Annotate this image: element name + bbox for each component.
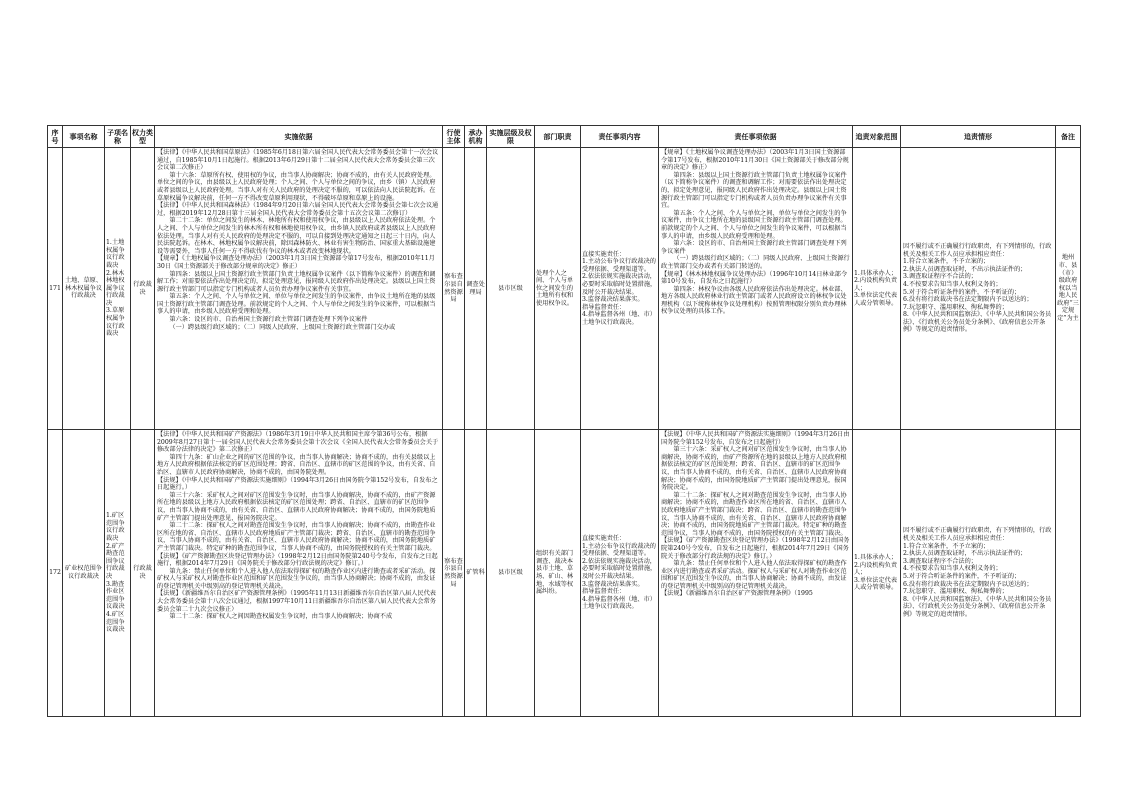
sub-item-cell: 1.矿区范围争议行政裁决 2.矿产勘查范围争议行政裁决 3.勘查作业区范围争议裁决 4.矿区范围争议裁决 [105, 430, 131, 717]
basis-paragraph: 【法规】《矿产资源勘查区块登记管理办法》（1998年2月12日由国务院第240号令发布，自发布之日起施行，根据2014年7月29日《国务院关于修改部分行政法规的决定》修订。） [157, 552, 438, 568]
scope-cell: 1.具体承办人； 2.内设机构负责人； 3.单位法定代表人或分管领导。 [853, 148, 901, 430]
basis-paragraph: （一）跨县级行政区域的；（二）同级人民政府、上级国土资源行政主管部门交办或 [169, 323, 396, 331]
case-item: 6.没有将行政裁决书在法定期限内予以送达的； [903, 580, 1033, 588]
basis-paragraph: 【法规】《新疆维吾尔自治区矿产资源管理条例》（1995年11月13日新疆维吾尔自治区第八届人民代表大会常务委员会第十八次会议通过，根据1997年10月11日新疆维吾尔自治区第八届人民代表大会常务委员会第二十九次会议修正） [157, 590, 436, 613]
resp-basis-cell [659, 430, 853, 717]
basis-cell [155, 430, 443, 717]
header-cell: 行使主体 [443, 126, 465, 148]
header-cell: 子项名称 [105, 126, 131, 148]
resp-basis-paragraph: 第四条：林权争议由各级人民政府依法作出处理决定。林业部、地方各级人民政府林业行政主管部门或者人民政府设立的林权争议处理机构（以下统称林权争议处理机构）按照管理权限分别负责办理林权争议处理的具体工作。 [661, 285, 847, 316]
basis-paragraph: 第二十二条：单位之间发生的林木、林地所有权和使用权争议，由县级以上人民政府依法处理。个人之间、个人与单位之间发生的林木所有权和林地使用权争议，由乡镇人民政府或者县级以上人民政府依法处理。当事人对有关人民政府的处理决定不服的，可以自接到处理决定通知之日起三十日内，向人民法院起诉。在林木、林地权属争议解决前，除因森林防火、林业有害生物防治、国家重大基础设施建设等需要外，当事人任何一方不得砍伐有争议的林木或者改变林地现状。 [157, 217, 436, 255]
basis-paragraph: 第四十九条：矿山企业之间的矿区范围的争议，由当事人协商解决；协商不成的，由有关县级以上地方人民政府根据依法核定的矿区范围处理；跨省、自治区、直辖市的矿区范围的争议，由有关省、自治区、直辖市人民政府协商解决，协商不成的，由国务院处理。 [157, 453, 436, 476]
case-item: 1.符合立案条件，不予立案的； [903, 542, 990, 550]
resp-basis-paragraph: （一）跨县级行政区域的；（二）同级人民政府、上级国土资源行政主管部门交办或者有关部门转送的。 [661, 255, 850, 270]
basis-paragraph: 【规章】《土地权属争议调查处理办法》（2003年1月3日国土资源部令第17号发布，根据2010年11月30日《国土资源部关于修改部分规章的决定》修正） [157, 255, 435, 270]
case-item: 3.调查取证程序不合法的； [903, 273, 977, 281]
case-item: 7.玩忽职守、滥用职权、徇私舞弊的； [903, 303, 1008, 311]
header-cell: 权力类型 [131, 126, 155, 148]
header-cell: 实施依据 [155, 126, 443, 148]
basis-paragraph: 第五条：个人之间、个人与单位之间、单位与单位之间发生的争议案件，由争议土地所在地的县级国土资源行政主管部门调查处理。前款规定的个人之间、个人与单位之间发生的争议案件，可以根据当事人的申请，由乡级人民政府受理和处理。 [157, 293, 436, 316]
level-cell: 县市区级 [487, 430, 535, 717]
resp-basis-paragraph: 【规章】《土地权属争议调查处理办法》（2003年1月3日国土资源部令第17号发布，根据2010年11月30日《国土资源部关于修改部分规章的决定》修正） [661, 149, 849, 172]
resp-basis-paragraph: 【法规】《矿产资源勘查区块登记管理办法》（1998年2月12日由国务院第240号令发布，自发布之日起施行，根据2014年7月29日《国务院关于修改部分行政法规的决定》修订。） [661, 537, 850, 560]
case-item: 6.没有将行政裁决书在法定期限内予以送达的； [903, 296, 1033, 304]
content-cell: 直接实施责任： 1.主动公布争议行政裁决的受理依据、受理渠道等。 2.依法依规实施裁决活动，必要时采取临时处置措施，及时公开裁决结果。 3.监督裁决结果落实。 指导监督责任： 4.指导监督各州（地、市）土地争议行政裁决。 [581, 148, 659, 430]
item-name-cell: 土地、草原、林木权属争议行政裁决 [63, 148, 105, 430]
level-cell: 县市区级 [487, 148, 535, 430]
case-item: 4.不按要求告知当事人权利义务的； [903, 565, 1002, 573]
power-type-cell: 行政裁决 [131, 430, 155, 717]
power-list-table [47, 125, 1081, 717]
basis-paragraph: 第三十六条：采矿权人之间对矿区范围发生争议时，由当事人协商解决，协商不成的，由矿产资源所在地的县级以上地方人民政府根据依法核定的矿区范围处理；跨省、自治区、直辖市的矿区范围争议，由当事人协商不成的，由有关省、自治区、直辖市人民政府协商解决；协商不成的，由国务院地质矿产主管部门提出处理意见，报国务院决定。 [157, 491, 436, 522]
case-item: 因不履行或不正确履行行政职责，有下列情形的，行政机关及相关工作人员应承担相应责任： [903, 527, 1052, 543]
case-item: 2.执法人员调查取证时，不出示执法证件的； [903, 265, 1027, 273]
case-item: 4.不按要求告知当事人权利义务的； [903, 280, 1002, 288]
subject-cell: 察布查尔县自然资源局 [443, 148, 465, 430]
header-cell: 事项名称 [63, 126, 105, 148]
org-cell: 调查处理局 [465, 148, 487, 430]
header-cell: 承办机构 [465, 126, 487, 148]
sub-item-cell: 1.土地权属争议行政裁决 2.林木林地权属争议行政裁决 3.草原权属争议行政裁决 [105, 148, 131, 430]
table-row [48, 148, 1081, 430]
case-item: 8.《中华人民共和国监察法》、《中华人民共和国公务员法》、《行政机关公务员处分条例》、《政府信息公开条例》等规定的追责情形。 [903, 595, 1052, 618]
resp-basis-paragraph: 【法规】《新疆维吾尔自治区矿产资源管理条例》（1995 [661, 590, 813, 598]
basis-paragraph: 第十六条：草原所有权、使用权的争议，由当事人协商解决；协商不成的，由有关人民政府处理。单位之间的争议，由县级以上人民政府处理；个人之间、个人与单位之间的争议，由乡（镇）人民政府或者县级以上人民政府处理。当事人对有关人民政府的处理决定不服的，可以依法向人民法院起诉。在草原权属争议解决前，任何一方不得改变草原利用现状，不得破坏草原和草原上的设施。 [157, 171, 436, 202]
case-item: 1.符合立案条件，不予立案的； [903, 258, 990, 266]
header-cell: 追责情形 [901, 126, 1056, 148]
resp-basis-paragraph: 第六条：设区的市、自治州国土资源行政主管部门调查处理下列争议案件 [661, 240, 847, 255]
cases-cell [901, 430, 1056, 717]
resp-basis-paragraph: 第四条：县级以上国土资源行政主管部门负责土地权属争议案件（以下简称争议案件）的调查和调解工作；对需要依法作出处理决定的，拟定处理意见，报同级人民政府作出处理决定。县级以上国土资源行政主管部门可以指定专门机构或者人员负责办理争议案件有关事宜。 [661, 171, 847, 210]
header-cell: 责任事项内容 [581, 126, 659, 148]
note-cell [1056, 430, 1081, 717]
duty-cell: 组织有关部门调查、裁决本县市土地、草场、矿山、林地、水域等权属纠纷。 [535, 430, 581, 717]
seq-cell: 172 [48, 430, 63, 717]
basis-paragraph: 第二十二条：探矿权人之间因勘查权属发生争议时，由当事人协商解决；协商不成 [169, 613, 393, 621]
header-cell: 追责对象范围 [853, 126, 901, 148]
header-cell: 实施层级及权限 [487, 126, 535, 148]
resp-basis-cell [659, 148, 853, 430]
case-item: 5.对于符合听证条件的案件，不予听证的； [903, 288, 1021, 296]
basis-cell [155, 148, 443, 430]
case-item: 3.调查取证程序不合法的； [903, 557, 977, 565]
basis-paragraph: 【法律】《中华人民共和国矿产资源法》（1986年3月19日中华人民共和国主席令第36号公布，根据2009年8月27日第十一届全国人民代表大会常务委员会第十次会议《全国人民代表大会常务委员会关于修改部分法律的决定》第二次修正） [157, 431, 439, 454]
power-type-cell: 行政裁决 [131, 148, 155, 430]
case-item: 2.执法人员调查取证时，不出示执法证件的； [903, 550, 1027, 558]
content-cell: 直接实施责任： 1.主动公布争议行政裁决的受理依据、受理渠道等。 2.依法依规实施裁决活动，必要时采取临时处置措施，及时公开裁决结果。 3.监督裁决结果落实。 指导监督责任： 4.指导监督各州（地、市）土地争议行政裁决。 [581, 430, 659, 717]
case-item: 8.《中华人民共和国监察法》、《中华人民共和国公务员法》、《行政机关公务员处分条例》、《政府信息公开条例》等规定的追责情形。 [903, 311, 1052, 334]
seq-cell: 171 [48, 148, 63, 430]
header-cell: 部门职责 [535, 126, 581, 148]
basis-paragraph: 【法律】《中华人民共和国森林法》（1984年9月20日第六届全国人民代表大会常务委员会第七次会议通过，根据2019年12月28日第十三届全国人民代表大会常务委员会第十五次会议第二次修订） [157, 202, 439, 217]
org-cell: 矿管科 [465, 430, 487, 717]
note-cell: 地州市、县（市）级政府权以当地人民政府“三定规定”为主 [1056, 148, 1081, 430]
resp-basis-paragraph: 【规章】《林木林地权属争议处理办法》（1996年10月14日林业部令第10号发布，自发布之日起施行） [661, 270, 848, 286]
item-name-cell: 矿业权范围争议行政裁决 [63, 430, 105, 717]
header-cell: 备注 [1056, 126, 1081, 148]
header-cell: 序号 [48, 126, 63, 148]
resp-basis-paragraph: 第二十二条：探矿权人之间对勘查范围发生争议时，由当事人协商解决；协商不成的，由勘查作业区所在地的省、自治区、直辖市人民政府地质矿产主管部门裁决；跨省、自治区、直辖市的勘查范围争议，当事人协商不成的，由有关省、自治区、直辖市人民政府协商解决；协商不成的，由国务院地质矿产主管部门裁决。特定矿种的勘查范围争议，当事人协商不成的，由国务院授权的有关主管部门裁决。 [661, 491, 847, 537]
basis-paragraph: 第九条：禁止任何单位和个人进入他人依法取得探矿权的勘查作业区内进行勘查或者采矿活动。探矿权人与采矿权人对勘查作业区范围和矿区范围发生争议的，由当事人协商解决；协商不成的，由发证的登记管理机关中级别高的登记管理机关裁决。 [157, 567, 436, 590]
basis-paragraph: 【法规】《中华人民共和国矿产资源法实施细则》（1994年3月26日由国务院令第152号发布，自发布之日起施行。） [157, 476, 438, 492]
resp-basis-paragraph: 第五条：个人之间、个人与单位之间、单位与单位之间发生的争议案件，由争议土地所在地的县级国土资源行政主管部门调查处理。前款规定的个人之间、个人与单位之间发生的争议案件，可以根据当事人的申请，由乡级人民政府受理和处理。 [661, 209, 847, 240]
header-cell: 责任事项依据 [659, 126, 853, 148]
case-item: 5.对于符合听证条件的案件，不予听证的； [903, 573, 1021, 580]
basis-paragraph: 第六条：设区的市、自治州国土资源行政主管部门调查处理下列争议案件 [169, 316, 368, 324]
case-item: 7.玩忽职守、滥用职权、徇私舞弊的； [903, 588, 1008, 596]
resp-basis-paragraph: 第三十六条：采矿权人之间对矿区范围发生争议时，由当事人协商解决，协商不成的，由矿产资源所在地的县级以上地方人民政府根据依法核定的矿区范围处理；跨省、自治区、直辖市的矿区范围争议，由当事人协商不成的，由有关省、自治区、直辖市人民政府协商解决；协商不成的，由国务院地质矿产主管部门提出处理意见，报国务院决定。 [661, 446, 847, 492]
table-row [48, 430, 1081, 717]
subject-cell: 察布查尔县自然资源局 [443, 430, 465, 717]
cases-cell [901, 148, 1056, 430]
resp-basis-paragraph: 第九条：禁止任何单位和个人进入他人依法取得探矿权的勘查作业区内进行勘查或者采矿活动。探矿权人与采矿权人对勘查作业区范围和矿区范围发生争议的，由当事人协商解决；协商不成的，由发证的登记管理机关中级别高的登记管理机关裁决。 [661, 560, 847, 590]
basis-paragraph: 第二十二条：探矿权人之间对勘查范围发生争议时，由当事人协商解决；协商不成的，由勘查作业区所在地的省、自治区、直辖市人民政府地质矿产主管部门裁决；跨省、自治区、直辖市的勘查范围争议，当事人协商不成的，由有关省、自治区、直辖市人民政府协商解决；协商不成的，由国务院地质矿产主管部门裁决。特定矿种的勘查范围争议，当事人协商不成的，由国务院授权的有关主管部门裁决。 [157, 522, 436, 552]
basis-paragraph: 第四条：县级以上国土资源行政主管部门负责土地权属争议案件（以下简称争议案件）的调查和调解工作；对需要依法作出处理决定的，拟定处理意见，报同级人民政府作出处理决定。县级以上国土资源行政主管部门可以指定专门机构或者人员负责办理争议案件有关事宜。 [157, 270, 436, 293]
resp-basis-paragraph: 【法规】《中华人民共和国矿产资源法实施细则》（1994年3月26日由国务院令第152号发布，自发布之日起施行） [661, 431, 850, 446]
duty-cell: 处理个人之间、个人与单位之间发生的土地所有权和使用权争议。 [535, 148, 581, 430]
case-item: 因不履行或不正确履行行政职责，有下列情形的，行政机关及相关工作人员应承担相应责任： [903, 242, 1052, 258]
header-row [48, 126, 1081, 148]
scope-cell: 1.具体承办人； 2.内设机构负责人； 3.单位法定代表人或分管领导。 [853, 430, 901, 717]
basis-paragraph: 【法律】《中华人民共和国草原法》（1985年6月18日第六届全国人民代表大会常务委员会第十一次会议通过，自1985年10月1日起施行。根据2013年6月29日第十二届全国人民代表大会常务委员会第三次会议第二次修正） [157, 149, 439, 172]
